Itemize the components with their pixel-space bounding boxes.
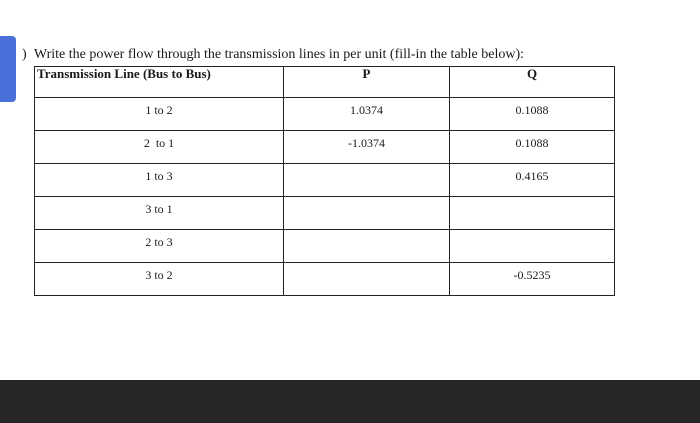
q-value: [450, 197, 614, 202]
p-value: [284, 263, 449, 268]
q-value: 0.1088: [515, 103, 549, 117]
p-cell[interactable]: [284, 263, 450, 296]
power-flow-table: [34, 66, 615, 296]
table-row: [35, 131, 615, 164]
line-cell: [35, 197, 284, 230]
q-cell[interactable]: [450, 197, 615, 230]
q-value: 0.1088: [515, 136, 549, 150]
header-q: Q: [450, 67, 615, 98]
line-value: 2 to 1: [143, 136, 175, 150]
p-value: -1.0374: [348, 136, 385, 150]
q-cell[interactable]: [450, 263, 615, 296]
line-cell: [35, 263, 284, 296]
line-value: 3 to 1: [145, 202, 173, 216]
p-cell[interactable]: [284, 164, 450, 197]
line-value: 3 to 2: [145, 268, 173, 282]
table-row: [35, 164, 615, 197]
table-row: [35, 230, 615, 263]
question-number: ): [22, 47, 27, 62]
line-value: 2 to 3: [145, 235, 173, 249]
q-value: 0.4165: [515, 169, 549, 183]
p-value: [284, 197, 449, 202]
table-header-row: [35, 67, 615, 98]
p-cell[interactable]: [284, 197, 450, 230]
p-cell[interactable]: [284, 230, 450, 263]
table-row: [35, 98, 615, 131]
question-prompt: [22, 46, 524, 64]
header-p: P: [284, 67, 450, 98]
p-value: 1.0374: [350, 103, 383, 117]
q-cell[interactable]: [450, 230, 615, 263]
p-cell[interactable]: [284, 98, 450, 131]
header-transmission-line: Transmission Line (Bus to Bus): [35, 67, 284, 98]
q-value: [450, 230, 614, 235]
q-cell[interactable]: [450, 164, 615, 197]
line-cell: [35, 164, 284, 197]
line-cell: [35, 98, 284, 131]
q-cell[interactable]: [450, 131, 615, 164]
table-row: [35, 263, 615, 296]
q-cell[interactable]: [450, 98, 615, 131]
question-text: Write the power flow through the transmission lines in per unit (fill-in the table below):: [33, 47, 525, 62]
bottom-toolbar: [0, 380, 700, 423]
table-row: [35, 197, 615, 230]
q-value: -0.5235: [513, 268, 551, 282]
line-cell: [35, 230, 284, 263]
line-cell: [35, 131, 284, 164]
p-cell[interactable]: [284, 131, 450, 164]
p-value: [284, 230, 449, 235]
line-value: 1 to 3: [145, 169, 173, 183]
line-value: 1 to 2: [145, 103, 173, 117]
accent-marker: [0, 36, 16, 102]
p-value: [284, 164, 449, 169]
